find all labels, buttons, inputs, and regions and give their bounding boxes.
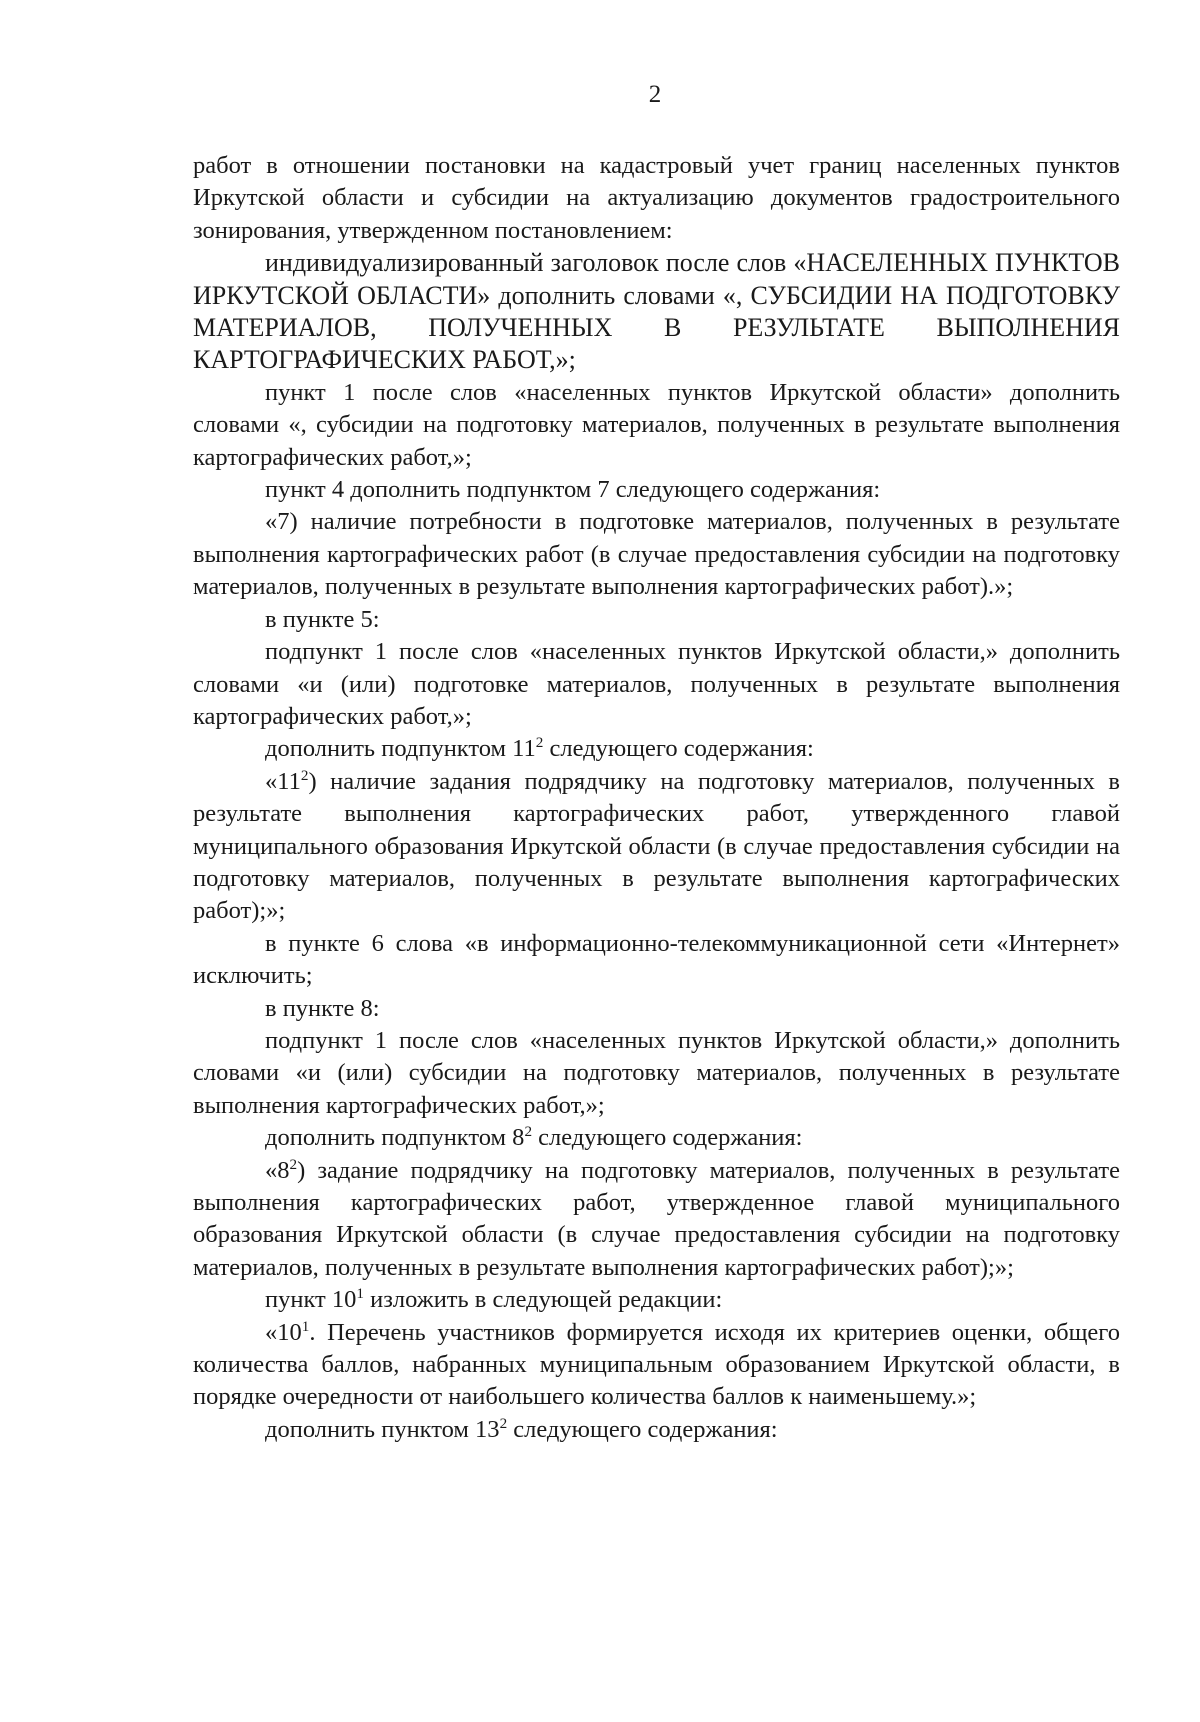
paragraph-text: «10 bbox=[265, 1318, 302, 1346]
paragraph bbox=[193, 377, 1120, 474]
paragraph-text: изложить в следующей редакции: bbox=[363, 1286, 723, 1314]
paragraph-text: ) задание подрядчику на подготовку материалов, полученных в результате выполнения картографических работ, утвержденное главой муниципального образования Иркутской области (в случае предоставления субсидии на подготовку материалов, полученных в результате выполнения картографических работ);»; bbox=[193, 1156, 1120, 1281]
paragraph-text: пункт 10 bbox=[265, 1286, 357, 1314]
superscript: 1 bbox=[301, 1317, 310, 1335]
paragraph-text: пункт 1 после слов «населенных пунктов Иркутской области» дополнить словами «, субсидии на подготовку материалов, полученных в результате выполнения картографических работ,»; bbox=[193, 378, 1120, 471]
paragraph-text: подпункт 1 после слов «населенных пунктов Иркутской области,» дополнить словами «и (или) субсидии на подготовку материалов, полученных в результате выполнения картографических работ,»; bbox=[193, 1026, 1120, 1119]
paragraph bbox=[193, 604, 1120, 636]
paragraph bbox=[193, 733, 1120, 765]
paragraph-text: «8 bbox=[265, 1156, 290, 1184]
paragraph bbox=[193, 993, 1120, 1025]
paragraph bbox=[193, 1122, 1120, 1154]
paragraph bbox=[193, 1155, 1120, 1285]
paragraph-text: в пункте 8: bbox=[265, 994, 380, 1022]
paragraph-text: «11 bbox=[265, 767, 301, 795]
paragraph-text: в пункте 6 слова «в информационно-телекоммуникационной сети «Интернет» исключить; bbox=[193, 929, 1120, 990]
superscript: 2 bbox=[289, 1155, 298, 1173]
superscript: 1 bbox=[356, 1285, 364, 1303]
paragraph bbox=[193, 1414, 1120, 1446]
superscript: 2 bbox=[535, 734, 544, 752]
paragraph bbox=[193, 636, 1120, 733]
paragraph bbox=[193, 474, 1120, 506]
paragraph-text: следующего содержания: bbox=[507, 1415, 778, 1443]
paragraph bbox=[193, 150, 1120, 247]
paragraph-text: следующего содержания: bbox=[532, 1124, 803, 1152]
paragraph-text: работ в отношении постановки на кадастровый учет границ населенных пунктов Иркутской области и субсидии на актуализацию документов градостроительного зонирования, утвержденном постановлением: bbox=[193, 152, 1120, 244]
paragraph-text: пункт 4 дополнить подпунктом 7 следующего содержания: bbox=[265, 476, 881, 504]
paragraph bbox=[193, 928, 1120, 993]
paragraph bbox=[193, 1317, 1120, 1414]
page-number: 2 bbox=[648, 81, 662, 108]
paragraph-text: дополнить пунктом 13 bbox=[265, 1415, 500, 1443]
superscript: 2 bbox=[499, 1414, 508, 1432]
paragraph-text: подпункт 1 после слов «населенных пунктов Иркутской области,» дополнить словами «и (или) подготовке материалов, полученных в результате выполнения картографических работ,»; bbox=[193, 638, 1120, 730]
paragraph-text: «7) наличие потребности в подготовке материалов, полученных в результате выполнения картографических работ (в случае предоставления субсидии на подготовку материалов, полученных в результате выполнения картографических работ).»; bbox=[193, 508, 1120, 601]
paragraph-text: . Перечень участников формируется исходя их критериев оценки, общего количества баллов, набранных муниципальным образованием Иркутской области, в порядке очередности от наибольшего количества баллов к наименьшему.»; bbox=[193, 1318, 1120, 1411]
paragraph-text: дополнить подпунктом 11 bbox=[265, 735, 536, 763]
paragraph bbox=[193, 1025, 1120, 1122]
document-body bbox=[193, 150, 1120, 1446]
paragraph-text: индивидуализированный заголовок после слов «НАСЕЛЕННЫХ ПУНКТОВ ИРКУТСКОЙ ОБЛАСТИ» дополнить словами «, СУБСИДИИ НА ПОДГОТОВКУ МАТЕРИАЛОВ, ПОЛУЧЕННЫХ В РЕЗУЛЬТАТЕ ВЫПОЛНЕНИЯ КАРТОГРАФИЧЕСКИХ РАБОТ,»; bbox=[193, 248, 1120, 375]
superscript: 2 bbox=[524, 1123, 533, 1141]
paragraph bbox=[193, 506, 1120, 603]
paragraph-text: дополнить подпунктом 8 bbox=[265, 1124, 525, 1152]
paragraph-text: в пункте 5: bbox=[265, 605, 380, 633]
paragraph-text: следующего содержания: bbox=[543, 735, 814, 763]
paragraph bbox=[193, 1284, 1120, 1316]
paragraph bbox=[193, 766, 1120, 928]
paragraph-text: ) наличие задания подрядчику на подготовку материалов, полученных в результате выполнения картографических работ, утвержденного главой муниципального образования Иркутской области (в случае предоставления субсидии на подготовку материалов, полученных в результате выполнения картографических работ);»; bbox=[193, 767, 1120, 925]
superscript: 2 bbox=[300, 766, 309, 784]
paragraph bbox=[193, 247, 1120, 377]
